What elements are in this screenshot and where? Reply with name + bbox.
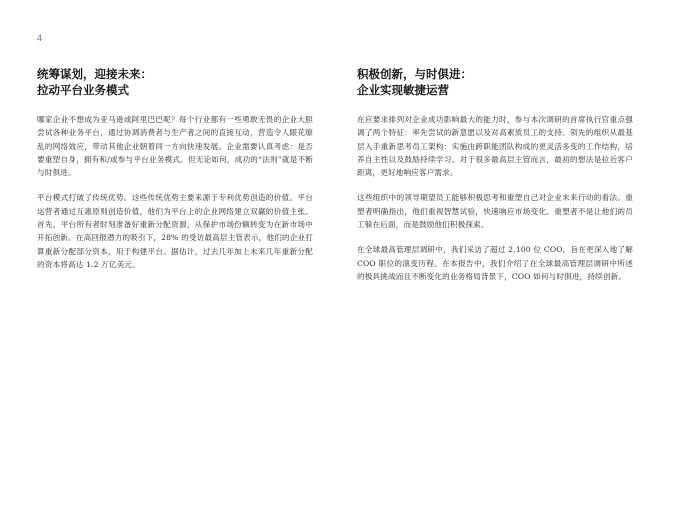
left-heading-line2: 拉动平台业务模式 (37, 83, 129, 97)
left-paragraph-2: 平台模式打破了传统优势。这些传统优势主要来源于专利优势创造的价值。平台运营者通过互惠原则创造价值，他们为平台上的企业网络建立双赢的价值主张。首先，平台所有者时刻准备好重新分配资源，从保护市场份额转变为在新市场中开拓创新。在高回报潜力的吸引下，28% 的受访最高层主管表示，他们的企业打算重新分配部分资本，用于构建平台。据估计，过去几年加上未来几年重新分配的资本将高达 1.2 万亿美元。 (37, 193, 313, 269)
right-column (357, 66, 633, 295)
left-paragraph-1: 哪家企业不想成为亚马逊或阿里巴巴呢？每个行业都有一些勇敢无畏的企业大胆尝试各种业务平台，通过协调消费者与生产者之间的直接互动，营造令人眼花缭乱的网络效应，带动其他企业朝着同一方向快速发展。企业需要认真考虑：是否要重塑自身，拥有和/或参与平台业务模式。但无论如何，成功的“法则”就是不断与时俱进。 (37, 115, 313, 178)
left-column (37, 66, 313, 283)
right-heading-line2: 企业实现敏捷运营 (357, 83, 449, 97)
right-paragraph-1: 在应要求排列对企业成功影响最大的能力时，参与本次调研的首席执行官重点强调了两个特征：率先尝试的新意愿以及对高素质员工的支持。领先的组织从最基层入手重新思考员工架构：实施由跨职能团队构成的更灵活多变的工作结构，培养自主性以及鼓励持续学习。对于很多最高层主管而言，最初的想法是拉近客户距离，更好地响应客户需求。 (357, 115, 633, 178)
right-paragraph-3: 在全球最高管理层调研中，我们采访了超过 2,100 位 COO，旨在更深入地了解 COO 职位的演变历程。在本报告中，我们介绍了在全球最高管理层调研中所述的极具挑战而且不断变化的业务格局背景下，COO 如何与时俱进，持续创新。 (357, 245, 633, 281)
right-heading (357, 66, 633, 98)
right-paragraph-2: 这些组织中的领导期望员工能够积极思考和重塑自己对企业未来行动的看法。重塑者明确指出，他们重视智慧试验，快速响应市场变化。重塑者不是让他们的员工躲在后面，而是鼓励他们积极探索。 (357, 193, 633, 230)
left-heading (37, 66, 313, 98)
right-heading-line1: 积极创新，与时俱进： (357, 67, 472, 81)
left-heading-line1: 统筹谋划，迎接未来： (37, 67, 152, 81)
page-number: 4 (37, 33, 43, 43)
